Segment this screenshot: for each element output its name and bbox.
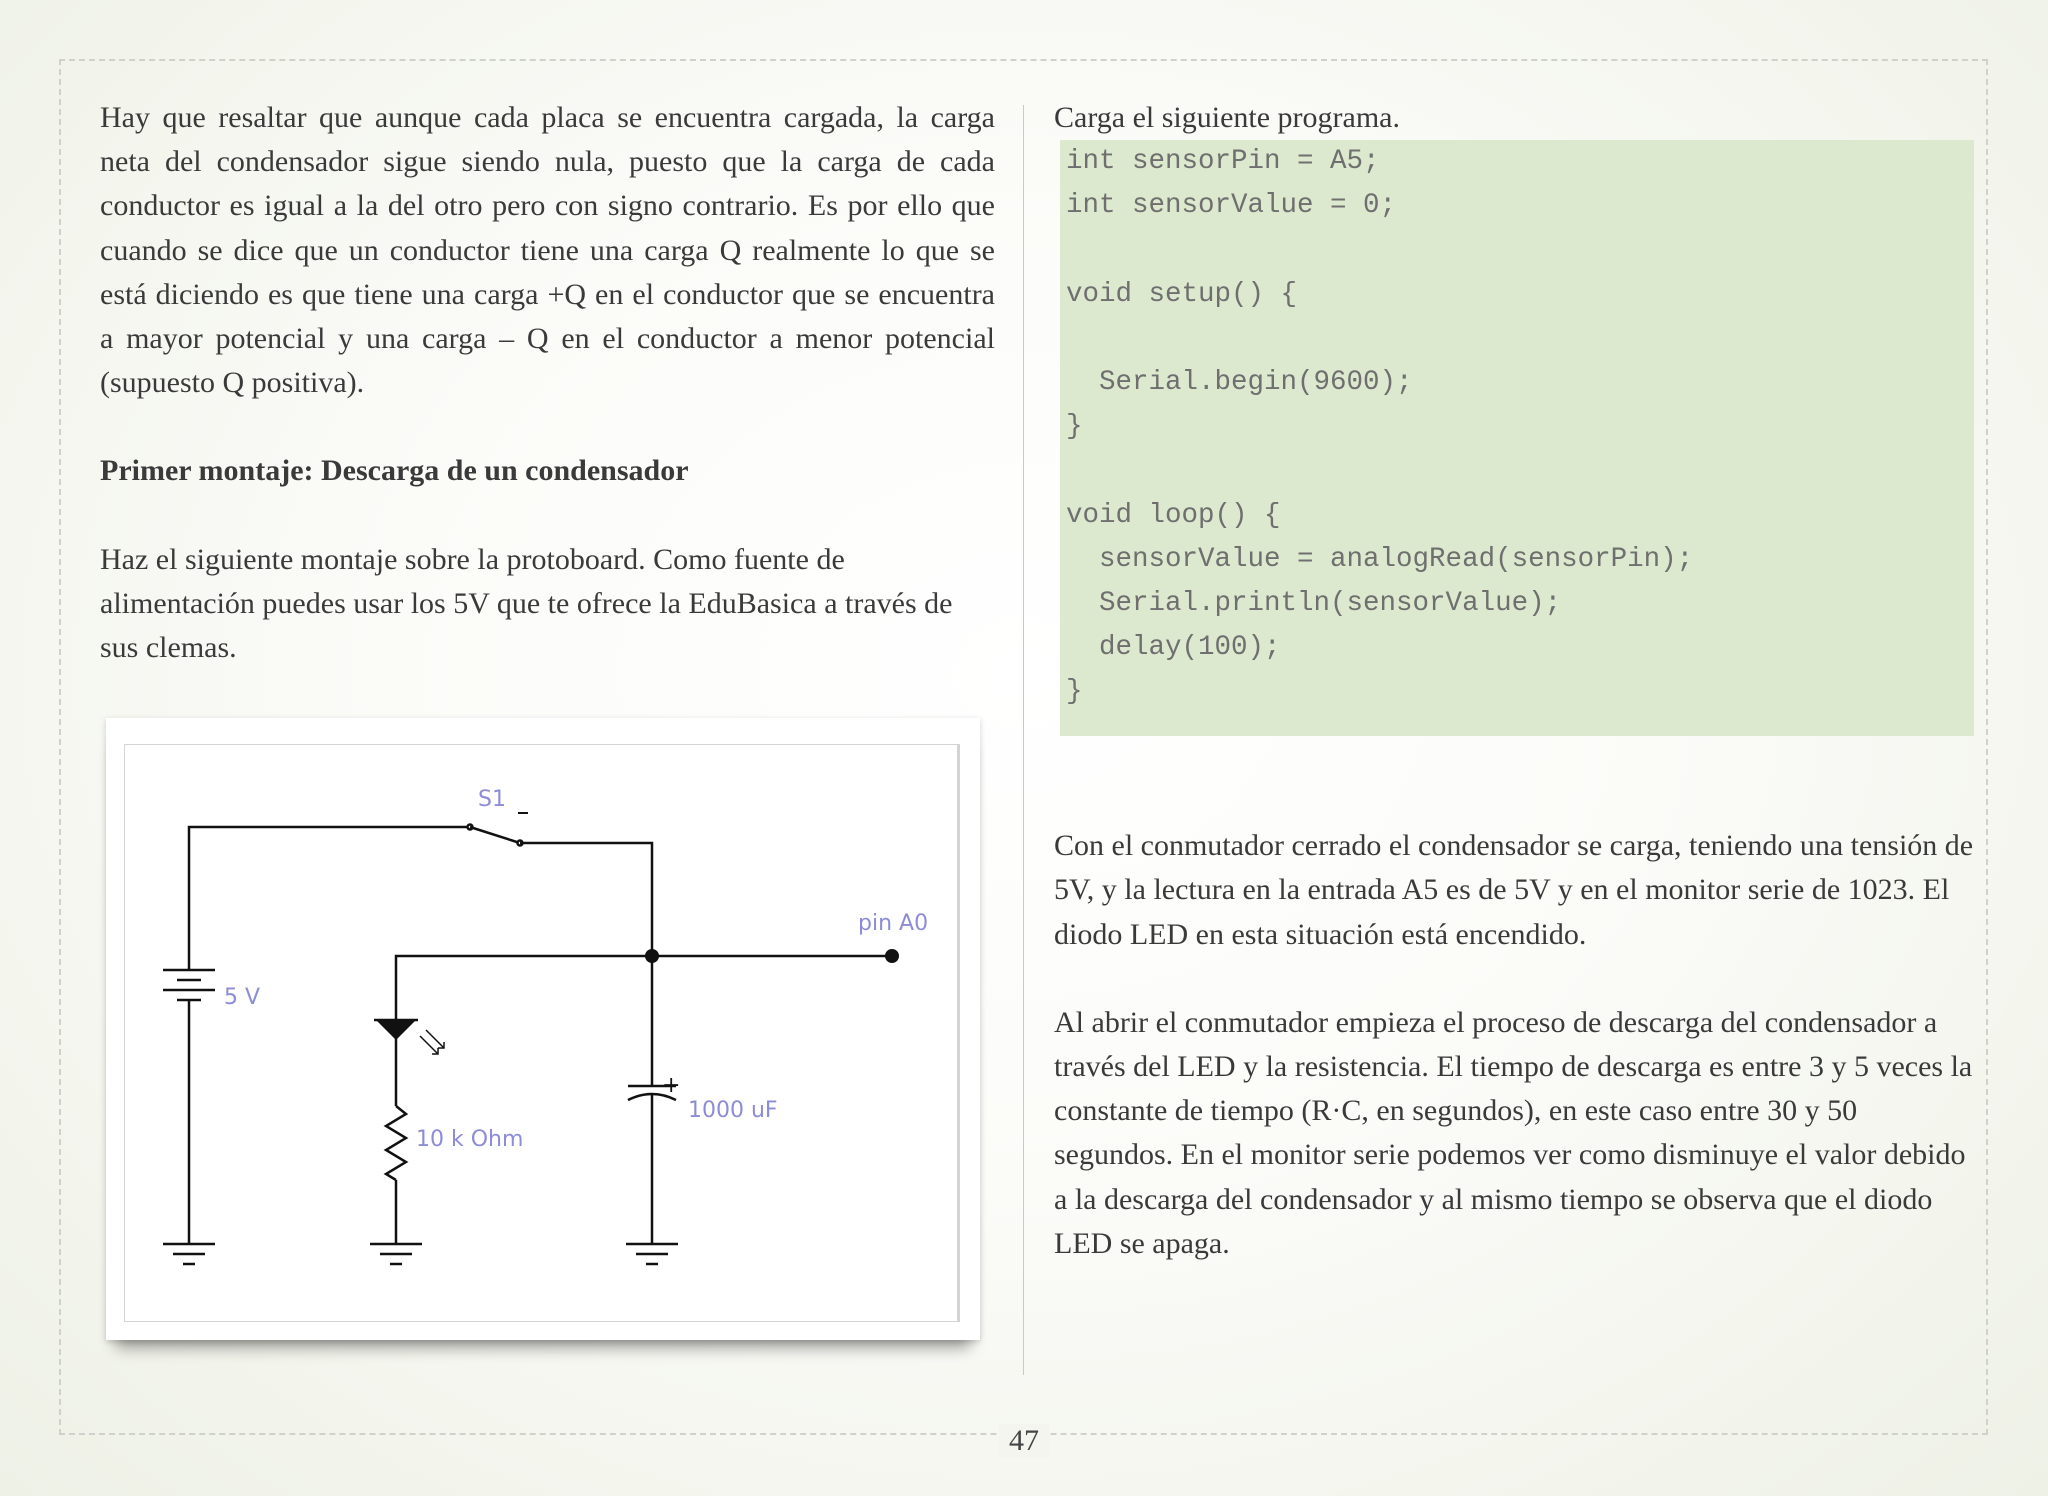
left-column [100, 96, 995, 670]
battery-label: 5 V [224, 985, 261, 1010]
pin-terminal [885, 949, 899, 963]
code-line: } [1066, 411, 1083, 443]
code-line: } [1066, 676, 1083, 708]
circuit-figure [106, 718, 980, 1340]
closed-switch-paragraph: Con el conmutador cerrado el condensador se carga, teniendo una tensión de 5V, y la lectura en la entrada A5 es de 5V y en el monitor serie de 1023. El diodo LED en esta situación está encendido. [1054, 829, 1974, 951]
code-block [1060, 140, 1974, 736]
page-number [0, 1424, 2048, 1458]
code-line: void setup() { [1066, 278, 1298, 310]
pin-label: pin A0 [858, 911, 929, 936]
code-line [1066, 450, 1974, 494]
code-line: Serial.begin(9600); [1066, 367, 1413, 399]
page-number-text: 47 [999, 1424, 1049, 1457]
setup-paragraph: Haz el siguiente montaje sobre la protoboard. Como fuente de alimentación puedes usar los 5V que te ofrece la EduBasica a través de sus clemas. [100, 542, 953, 665]
code-line: sensorValue = analogRead(sensorPin); [1066, 543, 1694, 575]
code-line [1066, 317, 1974, 361]
capacitor-polarity: + [662, 1073, 681, 1098]
intro-paragraph: Hay que resaltar que aunque cada placa se encuentra cargada, la carga neta del condensador sigue siendo nula, puesto que la carga de cada conductor es igual a la del otro pero con signo contrario. Es por ello que cuando se dice que un conductor tiene una carga Q realmente lo que se está diciendo es que tiene una carga +Q en el conductor que se encuentra a mayor potencial y una carga – Q en el conductor a menor potencial (supuesto Q positiva). [100, 101, 995, 400]
junction-node [645, 949, 659, 963]
section-heading: Primer montaje: Descarga de un condensador [100, 454, 689, 488]
code-intro: Carga el siguiente programa. [1054, 101, 1400, 134]
switch-label: S1 [478, 787, 506, 812]
code-line: void loop() { [1066, 499, 1281, 531]
code-line: int sensorPin = A5; [1066, 146, 1380, 178]
code-line [1066, 229, 1974, 273]
code-line: delay(100); [1066, 632, 1281, 664]
code-line: Serial.println(sensorValue); [1066, 588, 1562, 620]
circuit-diagram [106, 718, 980, 1340]
right-column [1054, 96, 1976, 1266]
capacitor-label: 1000 uF [688, 1098, 778, 1123]
led-symbol [376, 1020, 416, 1040]
column-divider [1023, 105, 1024, 1375]
resistor-label: 10 k Ohm [416, 1127, 524, 1152]
code-line: int sensorValue = 0; [1066, 190, 1397, 222]
open-switch-paragraph: Al abrir el conmutador empieza el proceso de descarga del condensador a través del LED y la resistencia. El tiempo de descarga es entre 3 y 5 veces la constante de tiempo (R·C, en segundos), en este caso entre 30 y 50 segundos. En el monitor serie podemos ver como disminuye el valor debido a la descarga del condensador y al mismo tiempo se observa que el diodo LED se apaga. [1054, 1005, 1973, 1260]
